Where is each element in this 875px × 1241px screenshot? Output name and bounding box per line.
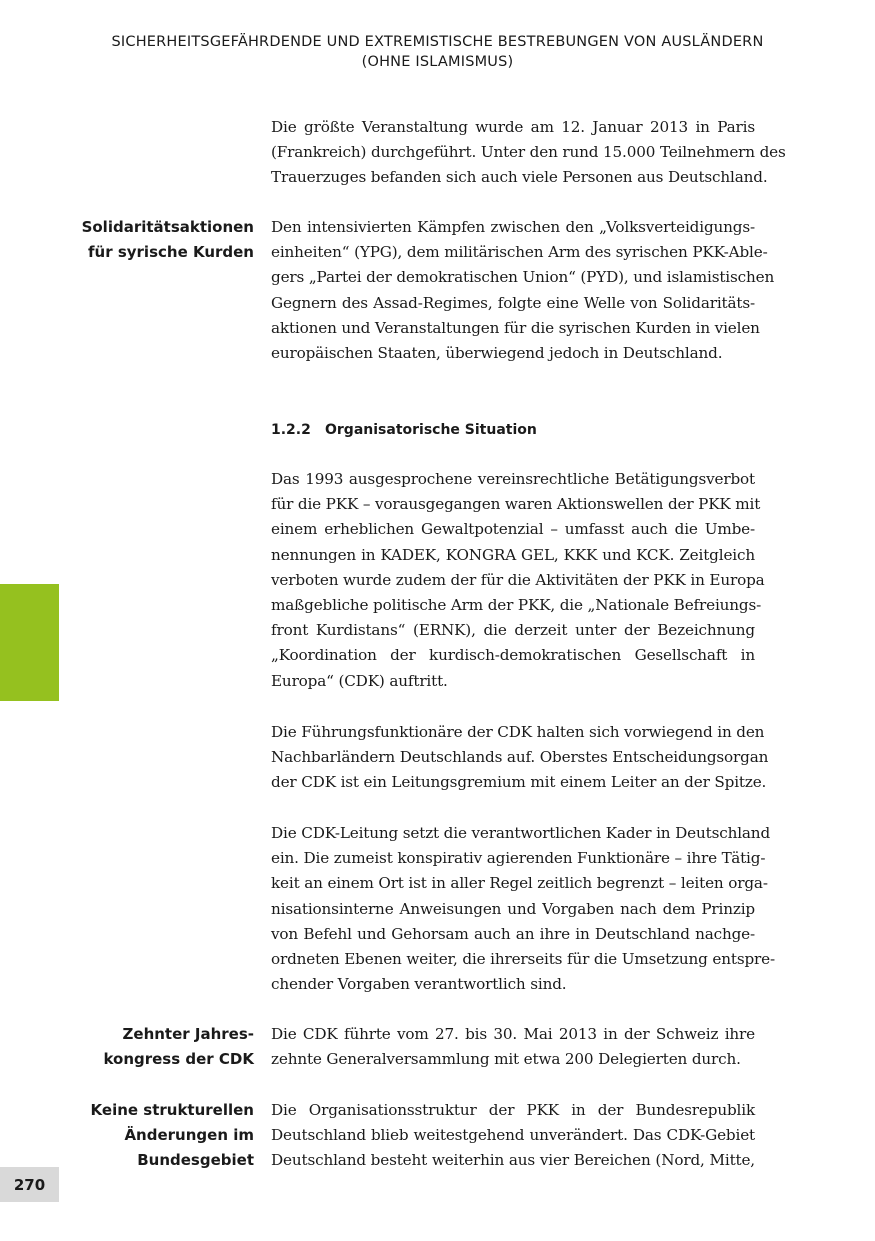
side-heading-line: Änderungen im <box>124 1126 254 1145</box>
text-line: zehnte Generalversammlung mit etwa 200 Delegierten durch. <box>271 1050 741 1069</box>
running-head-line-1: SICHERHEITSGEFÄHRDENDE UND EXTREMISTISCHE BESTREBUNGEN VON AUSLÄNDERN <box>111 34 764 50</box>
text-line: Deutschland blieb weitestgehend unverändert. Das CDK-Gebiet <box>271 1126 755 1145</box>
text-line: chender Vorgaben verantwortlich sind. <box>271 975 567 994</box>
text-line: Die CDK führte vom 27. bis 30. Mai 2013 in der Schweiz ihre <box>271 1025 755 1043</box>
text-line: Trauerzuges befanden sich auch viele Personen aus Deutschland. <box>271 168 768 187</box>
text-line: nennungen in KADEK, KONGRA GEL, KKK und KCK. Zeitgleich <box>271 545 755 564</box>
side-heading-line: Keine strukturellen <box>90 1101 254 1119</box>
paragraph-4 <box>271 720 769 796</box>
paragraph-1 <box>271 115 786 191</box>
text-line: aktionen und Veranstaltungen für die syrischen Kurden in vielen <box>271 318 760 337</box>
text-line: einem erheblichen Gewaltpotenzial – umfasst auch die Umbe- <box>271 520 755 539</box>
paragraph-3 <box>271 467 765 694</box>
paragraph-7 <box>271 1098 755 1174</box>
text-line: ein. Die zumeist konspirativ agierenden Funktionäre – ihre Tätig- <box>271 849 766 868</box>
side-heading-line: kongress der CDK <box>103 1050 254 1069</box>
text-line: der CDK ist ein Leitungsgremium mit einem Leiter an der Spitze. <box>271 773 767 792</box>
text-line: Die CDK-Leitung setzt die verantwortlichen Kader in Deutschland <box>271 824 771 842</box>
paragraph-5 <box>271 821 775 997</box>
text-line: einheiten“ (YPG), dem militärischen Arm des syrischen PKK-Able- <box>271 243 768 262</box>
side-heading-zehnter-jahreskongress <box>60 1022 254 1072</box>
text-line: maßgebliche politische Arm der PKK, die „Nationale Befreiungs- <box>271 596 762 615</box>
text-line: Die Organisationsstruktur der PKK in der Bundesrepublik <box>271 1101 755 1119</box>
side-heading-line: Zehnter Jahres- <box>122 1025 254 1043</box>
text-line: Die Führungsfunktionäre der CDK halten sich vorwiegend in den <box>271 723 765 741</box>
side-heading-line: für syrische Kurden <box>88 243 254 262</box>
chapter-tab-marker <box>0 584 59 701</box>
text-line: verboten wurde zudem der für die Aktivitäten der PKK in Europa <box>271 570 765 589</box>
paragraph-6 <box>271 1022 755 1072</box>
text-line: Deutschland besteht weiterhin aus vier Bereichen (Nord, Mitte, <box>271 1151 755 1170</box>
text-line: nisationsinterne Anweisungen und Vorgaben nach dem Prinzip <box>271 899 755 918</box>
text-line: gers „Partei der demokratischen Union“ (PYD), und islamistischen <box>271 268 775 287</box>
text-line: Den intensivierten Kämpfen zwischen den „Volksverteidigungs- <box>271 218 755 236</box>
side-heading-solidaritaetsaktionen <box>60 215 254 265</box>
running-head-line-2: (OHNE ISLAMISMUS) <box>361 54 514 70</box>
section-heading <box>271 419 537 441</box>
side-heading-keine-strukturellen-aenderungen <box>60 1098 254 1174</box>
text-line: Nachbarländern Deutschlands auf. Oberstes Entscheidungsorgan <box>271 748 769 767</box>
text-line: Europa“ (CDK) auftritt. <box>271 671 448 690</box>
running-head <box>0 32 875 72</box>
text-line: (Frankreich) durchgeführt. Unter den rund 15.000 Teilnehmern des <box>271 143 786 162</box>
text-line: europäischen Staaten, überwiegend jedoch in Deutschland. <box>271 344 723 363</box>
text-line: Das 1993 ausgesprochene vereinsrechtliche Betätigungsverbot <box>271 470 755 488</box>
side-heading-line: Bundesgebiet <box>137 1151 254 1170</box>
paragraph-2 <box>271 215 775 366</box>
text-line: für die PKK – vorausgegangen waren Aktionswellen der PKK mit <box>271 495 761 514</box>
text-line: Gegnern des Assad-Regimes, folgte eine Welle von Solidaritäts- <box>271 293 755 312</box>
text-line: front Kurdistans“ (ERNK), die derzeit unter der Bezeichnung <box>271 621 755 640</box>
side-heading-line: Solidaritätsaktionen <box>81 218 254 236</box>
section-number: 1.2.2 <box>271 422 311 438</box>
text-line: „Koordination der kurdisch-demokratischen Gesellschaft in <box>271 646 755 665</box>
text-line: von Befehl und Gehorsam auch an ihre in Deutschland nachge- <box>271 924 755 943</box>
text-line: Die größte Veranstaltung wurde am 12. Januar 2013 in Paris <box>271 118 755 136</box>
text-line: keit an einem Ort ist in aller Regel zeitlich begrenzt – leiten orga- <box>271 874 768 893</box>
section-title: Organisatorische Situation <box>325 422 537 438</box>
page-number: 270 <box>13 1175 46 1194</box>
text-line: ordneten Ebenen weiter, die ihrerseits für die Umsetzung entspre- <box>271 950 775 969</box>
